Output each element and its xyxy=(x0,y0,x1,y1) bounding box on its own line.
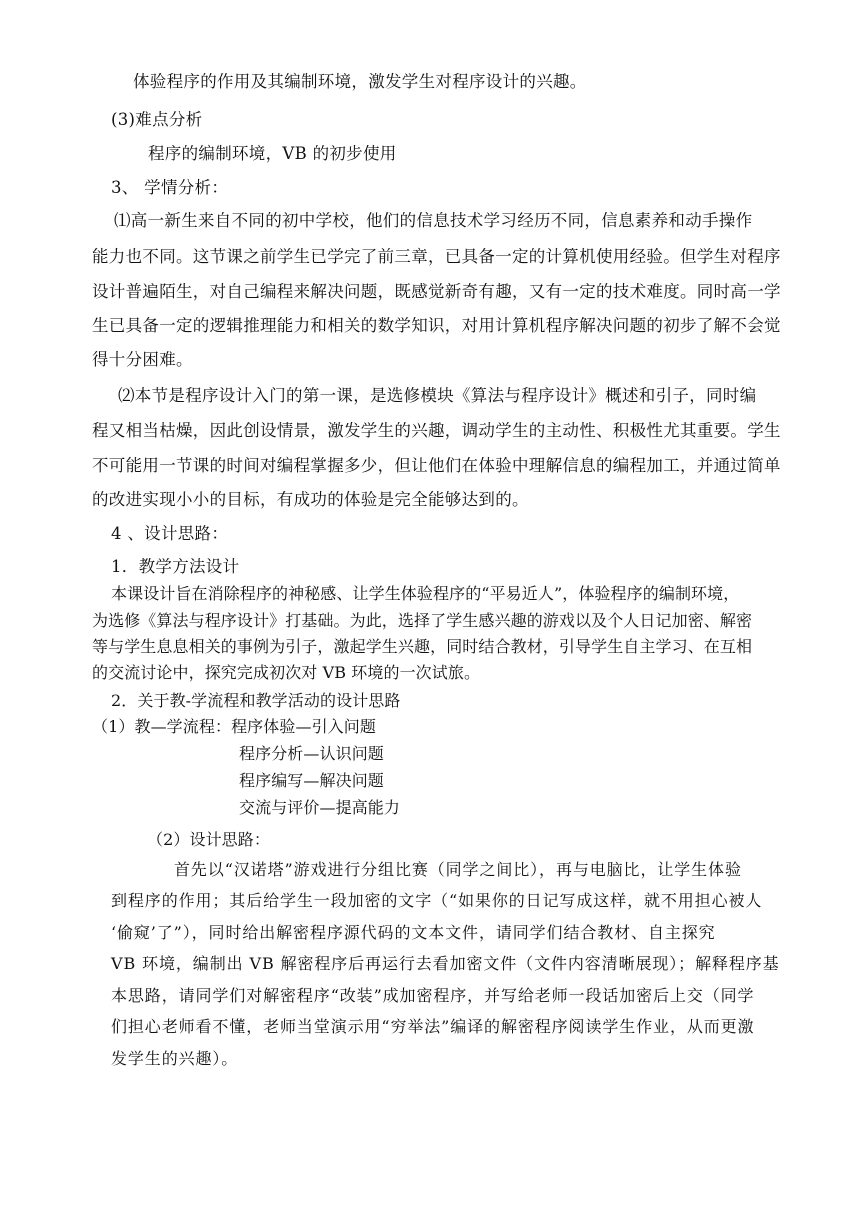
paragraph-line: 得十分困难。 xyxy=(92,350,193,369)
paragraph-line: 们担心老师看不懂，老师当堂演示用“穷举法”编译的解密程序阅读学生作业，从而更激 xyxy=(111,1017,755,1036)
section-heading: 3、 学情分析： xyxy=(111,178,229,197)
paragraph-line: 能力也不同。这节课之前学生已学完了前三章，已具备一定的计算机使用经验。但学生对程序 xyxy=(92,247,781,266)
section-heading: 1．教学方法设计 xyxy=(111,557,240,576)
paragraph-line: ⑴高一新生来自不同的初中学校，他们的信息技术学习经历不同，信息素养和动手操作 xyxy=(114,211,753,230)
paragraph-line: VB 环境，编制出 VB 解密程序后再运行去看加密文件（文件内容清晰展现）；解释程序基 xyxy=(111,954,780,973)
section-heading: （2）设计思路： xyxy=(147,830,270,849)
paragraph-line: 为选修《算法与程序设计》打基础。为此，选择了学生感兴趣的游戏以及个人日记加密、解密 xyxy=(92,611,753,630)
paragraph-line: ‘偷窥’了”），同时给出解密程序源代码的文本文件，请同学们结合教材、自主探究 xyxy=(111,923,716,942)
section-heading: 2．关于教-学流程和教学活动的设计思路 xyxy=(111,691,401,710)
paragraph-line: 不可能用一节课的时间对编程掌握多少，但让他们在体验中理解信息的编程加工，并通过简单 xyxy=(92,456,781,475)
section-heading: 4 、设计思路： xyxy=(111,524,229,543)
paragraph-line: 的交流讨论中，探究完成初次对 VB 环境的一次试旅。 xyxy=(92,663,481,682)
paragraph-line: 程又相当枯燥，因此创设情景，激发学生的兴趣，调动学生的主动性、积极性尤其重要。学生 xyxy=(92,421,781,440)
paragraph-line: 本课设计旨在消除程序的神秘感、让学生体验程序的“平易近人”，体验程序的编制环境， xyxy=(111,584,740,603)
paragraph-line: 首先以“汉诺塔”游戏进行分组比赛（同学之间比），再与电脑比，让学生体验 xyxy=(174,860,742,879)
section-heading: (3)难点分析 xyxy=(111,110,203,129)
paragraph-line: 发学生的兴趣）。 xyxy=(111,1049,239,1068)
paragraph-line: 程序的编制环境，VB 的初步使用 xyxy=(148,144,397,163)
flow-step: 程序分析—认识问题 xyxy=(239,744,384,763)
paragraph-line: 设计普遍陌生，对自己编程来解决问题，既感觉新奇有趣，又有一定的技术难度。同时高一学 xyxy=(92,282,781,301)
paragraph-line: 生已具备一定的逻辑推理能力和相关的数学知识，对用计算机程序解决问题的初步了解不会觉 xyxy=(92,316,781,335)
paragraph-line: 的改进实现小小的目标，有成功的体验是完全能够达到的。 xyxy=(92,490,529,509)
flow-step: 程序编写—解决问题 xyxy=(239,771,384,790)
paragraph-line: 等与学生息息相关的事例为引子，激起学生兴趣，同时结合教材，引导学生自主学习、在互相 xyxy=(92,637,753,656)
paragraph-line: 到程序的作用；其后给学生一段加密的文字（“如果你的日记写成这样，就不用担心被人 xyxy=(111,891,763,910)
paragraph-line: ⑵本节是程序设计入门的第一课，是选修模块《算法与程序设计》概述和引子，同时编 xyxy=(118,386,757,405)
flow-step: 交流与评价—提高能力 xyxy=(239,798,401,817)
paragraph-line: 体验程序的作用及其编制环境，激发学生对程序设计的兴趣。 xyxy=(133,72,587,91)
flow-step: （1）教—学流程：程序体验—引入问题 xyxy=(92,717,376,736)
paragraph-line: 本思路，请同学们对解密程序“改装”成加密程序，并写给老师一段话加密后上交（同学 xyxy=(111,986,755,1005)
